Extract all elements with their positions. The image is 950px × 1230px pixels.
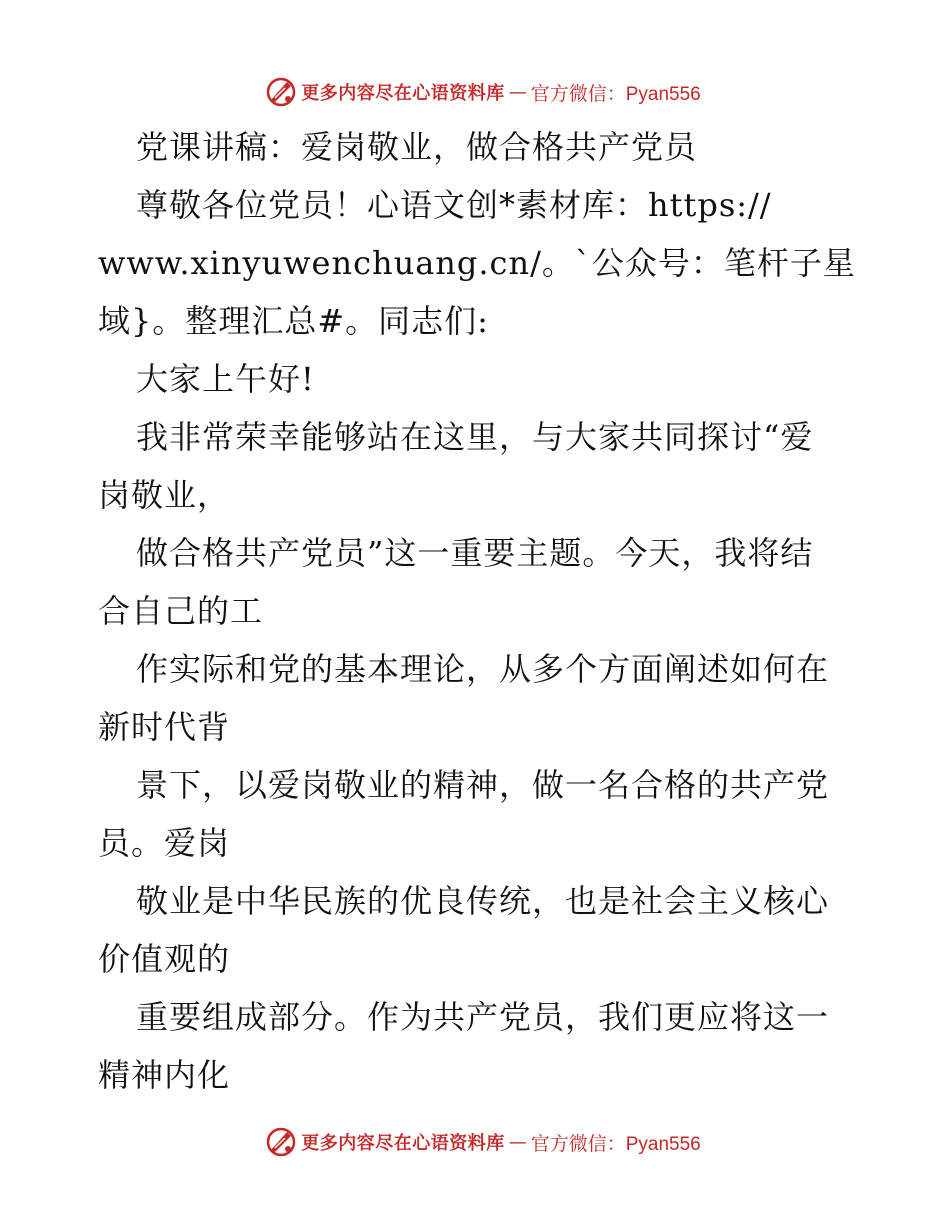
body-line: 作实际和党的基本理论，从多个方面阐述如何在	[136, 650, 830, 688]
quill-pen-logo-icon	[265, 1126, 297, 1158]
document-title: 党课讲稿：爱岗敬业，做合格共产党员	[136, 128, 698, 166]
body-line: 岗敬业，	[98, 476, 231, 514]
header-separator: —	[508, 81, 527, 103]
body-line: 新时代背	[98, 708, 231, 746]
footer-brand-text: 更多内容尽在心语资料库	[301, 1133, 505, 1154]
header-banner	[0, 72, 950, 112]
body-line: 合自己的工	[98, 592, 264, 630]
footer-banner	[0, 1122, 950, 1162]
header-brand-text: 更多内容尽在心语资料库	[301, 83, 505, 104]
document-body	[98, 118, 858, 1104]
body-line: 价值观的	[98, 940, 231, 978]
footer-separator: —	[508, 1131, 527, 1153]
body-line: 大家上午好!	[136, 360, 315, 398]
body-line: 做合格共产党员”这一重要主题。今天，我将结	[136, 534, 814, 572]
quill-pen-logo-icon	[265, 76, 297, 108]
body-line: 尊敬各位党员！心语文创*素材库：https://	[136, 186, 772, 224]
body-line: 域}。整理汇总#。同志们:	[98, 302, 489, 340]
header-wechat-text: 官方微信：Pyan556	[530, 83, 701, 105]
body-line: 敬业是中华民族的优良传统，也是社会主义核心	[136, 882, 830, 920]
body-line: 景下，以爱岗敬业的精神，做一名合格的共产党	[136, 766, 830, 804]
body-line: 我非常荣幸能够站在这里，与大家共同探讨“爱	[136, 418, 814, 456]
footer-wechat-text: 官方微信：Pyan556	[530, 1133, 701, 1155]
body-line: 重要组成部分。作为共产党员，我们更应将这一	[136, 998, 830, 1036]
body-line: www.xinyuwenchuang.cn/。`公众号：笔杆子星	[98, 244, 856, 282]
body-line: 精神内化	[98, 1056, 231, 1094]
body-line: 员。爱岗	[98, 824, 231, 862]
